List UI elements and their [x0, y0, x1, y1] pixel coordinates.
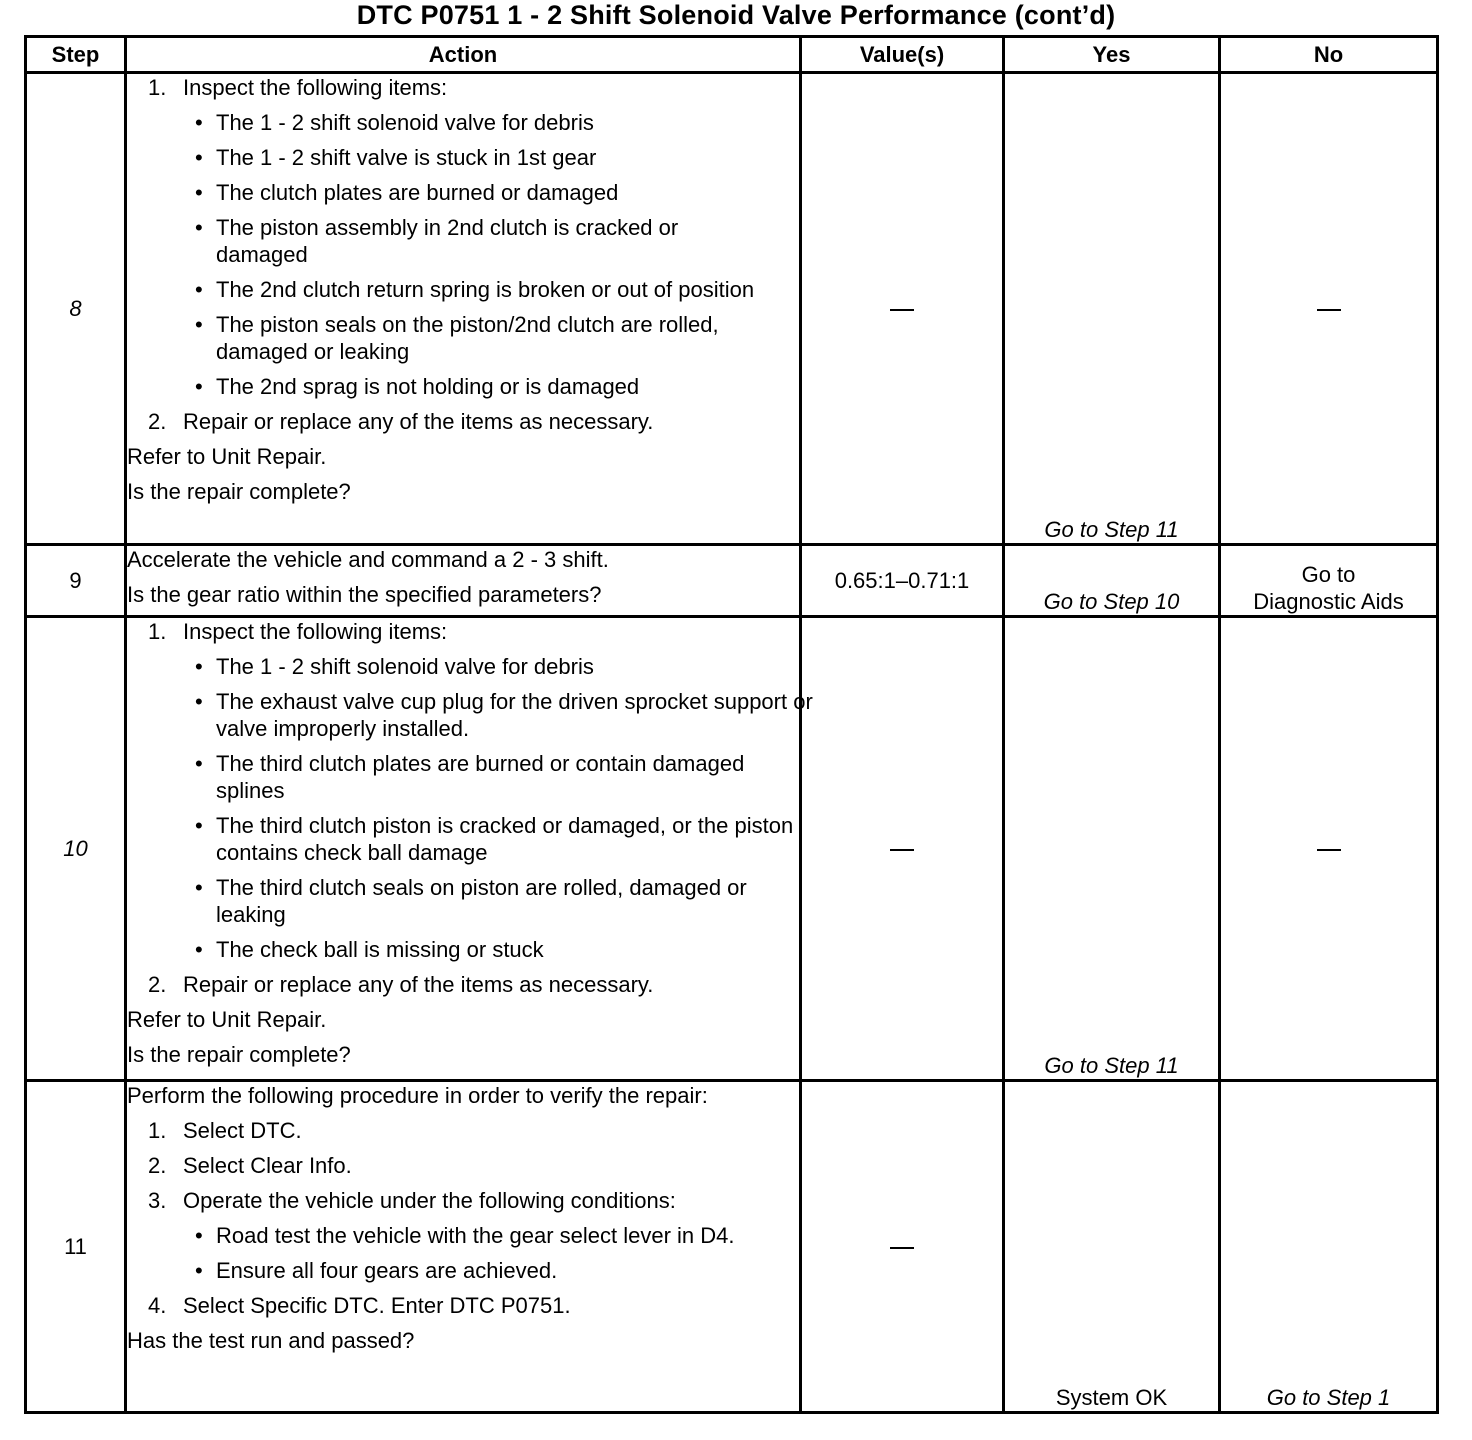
no-cell [1220, 545, 1438, 617]
no-cell: Go to Step 1 [1220, 1081, 1438, 1413]
bullet-item: Road test the vehicle with the gear select lever in D4. [216, 1223, 735, 1248]
header-yes: Yes [1004, 37, 1220, 73]
no-cell [1220, 73, 1438, 545]
bullet-item: The piston seals on the piston/2nd clutch are rolled, damaged or leaking [216, 312, 719, 364]
bullet-icon: • [195, 875, 203, 900]
refer-text: Refer to Unit Repair. [127, 444, 327, 469]
header-no: No [1220, 37, 1438, 73]
bullet-icon: • [195, 215, 203, 240]
action-cell: 1. Inspect the following items: • The 1 - 2 shift solenoid valve for debris • The 1 - 2 shift valve is stuck in 1st gear • The clutch plates are burned or damaged • The piston assembly in 2nd clutch is cracked or damaged • The 2nd clutch return spring is broken or out of position • The piston seals on the piston/2nd clutch are rolled, damaged or leaking • The 2nd sprag is not holding or is damaged 2. Repair or replace any of the items as necessary. Refer to Unit Repair. Is the repair complete? [126, 73, 801, 545]
yes-cell: Go to Step 10 [1004, 545, 1220, 617]
question-text: Has the test run and passed? [127, 1328, 415, 1353]
bullet-item: The third clutch seals on piston are rolled, damaged or leaking [216, 875, 747, 927]
value-cell: 0.65:1–0.71:1 [801, 545, 1004, 617]
step-9-row [26, 545, 1438, 617]
question-text: Is the repair complete? [127, 479, 351, 504]
bullet-icon: • [195, 277, 203, 302]
bullet-icon: • [195, 1223, 203, 1248]
bullet-icon: • [195, 689, 203, 714]
bullet-icon: • [195, 937, 203, 962]
instruction: Accelerate the vehicle and command a 2 - 3 shift. [127, 547, 609, 572]
bullet-icon: • [195, 1258, 203, 1283]
bullet-icon: • [195, 751, 203, 776]
instruction: Inspect the following items: [183, 619, 448, 644]
instruction: Select Clear Info. [183, 1153, 352, 1178]
no-line-1: Go to [1301, 562, 1356, 587]
bullet-item: The 1 - 2 shift solenoid valve for debris [216, 654, 594, 679]
step-number: 9 [26, 545, 126, 617]
step-number: 11 [26, 1081, 126, 1413]
intro-text: Perform the following procedure in order to verify the repair: [127, 1083, 708, 1108]
bullet-icon: • [195, 374, 203, 399]
instruction: Select Specific DTC. Enter DTC P0751. [183, 1293, 571, 1318]
instruction: Inspect the following items: [183, 75, 448, 100]
instruction: Repair or replace any of the items as necessary. [183, 972, 654, 997]
step-11-row [26, 1081, 1438, 1413]
step-10-row [26, 617, 1438, 1081]
instruction: Select DTC. [183, 1118, 302, 1143]
bullet-item: The 1 - 2 shift valve is stuck in 1st gear [216, 145, 597, 170]
action-cell [126, 545, 801, 617]
refer-text: Refer to Unit Repair. [127, 1007, 327, 1032]
yes-cell: System OK [1004, 1081, 1220, 1413]
value-cell [801, 1081, 1004, 1413]
bullet-item: Ensure all four gears are achieved. [216, 1258, 558, 1283]
dash-icon [890, 309, 914, 311]
bullet-item: The exhaust valve cup plug for the driven sprocket support or valve improperly installed. [216, 689, 813, 741]
no-line-2: Diagnostic Aids [1253, 589, 1404, 614]
yes-cell: Go to Step 11 [1004, 617, 1220, 1081]
bullet-icon: • [195, 312, 203, 337]
bullet-item: The 1 - 2 shift solenoid valve for debris [216, 110, 594, 135]
value-cell [801, 73, 1004, 545]
step-number: 8 [26, 73, 126, 545]
bullet-item: The check ball is missing or stuck [216, 937, 544, 962]
bullet-icon: • [195, 654, 203, 679]
step-8-row [26, 73, 1438, 545]
action-cell: 1. Inspect the following items: • The 1 - 2 shift solenoid valve for debris • The exhaust valve cup plug for the driven sprocket support or valve improperly installed. • The third clutch plates are burned or contain damaged splines • The third clutch piston is cracked or damaged, or the piston contains check ball damage • The third clutch seals on piston are rolled, damaged or leaking • The check ball is missing or stuck 2. Repair or replace any of the items as necessary. Refer to Unit Repair. Is the repair complete? [126, 617, 801, 1081]
bullet-icon: • [195, 145, 203, 170]
dtc-table [24, 35, 1439, 1414]
dash-icon [890, 849, 914, 851]
header-step: Step [26, 37, 126, 73]
bullet-icon: • [195, 110, 203, 135]
step-number: 10 [26, 617, 126, 1081]
bullet-item: The third clutch piston is cracked or damaged, or the piston contains check ball damage [216, 813, 794, 865]
dash-icon [1317, 849, 1341, 851]
instruction: Operate the vehicle under the following conditions: [183, 1188, 676, 1213]
no-cell [1220, 617, 1438, 1081]
page-title: DTC P0751 1 - 2 Shift Solenoid Valve Performance (cont’d) [356, 0, 1116, 30]
dash-icon [890, 1247, 914, 1249]
dash-icon [1317, 309, 1341, 311]
bullet-item: The piston assembly in 2nd clutch is cracked or damaged [216, 215, 679, 267]
action-cell: Perform the following procedure in order to verify the repair: 1. Select DTC. 2. Select Clear Info. 3. Operate the vehicle under the following conditions: • Road test the vehicle with the gear select lever in D4. • Ensure all four gears are achieved. 4. Select Specific DTC. Enter DTC P0751. Has the test run and passed? [126, 1081, 801, 1413]
header-action: Action [126, 37, 801, 73]
bullet-item: The clutch plates are burned or damaged [216, 180, 619, 205]
bullet-item: The third clutch plates are burned or contain damaged splines [216, 751, 745, 803]
header-row [26, 37, 1438, 73]
header-values: Value(s) [801, 37, 1004, 73]
question-text: Is the gear ratio within the specified parameters? [127, 582, 602, 607]
bullet-item: The 2nd sprag is not holding or is damaged [216, 374, 640, 399]
bullet-icon: • [195, 180, 203, 205]
yes-cell: Go to Step 11 [1004, 73, 1220, 545]
instruction: Repair or replace any of the items as necessary. [183, 409, 654, 434]
bullet-icon: • [195, 813, 203, 838]
question-text: Is the repair complete? [127, 1042, 351, 1067]
bullet-item: The 2nd clutch return spring is broken or out of position [216, 277, 755, 302]
